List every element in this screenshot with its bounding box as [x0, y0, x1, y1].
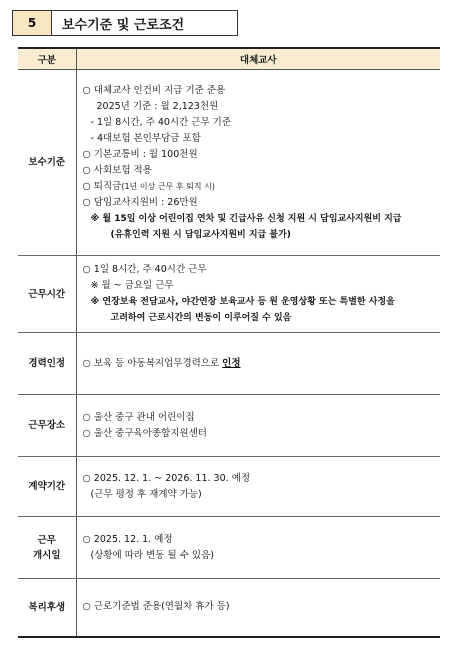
pay-note-1: ※ 월 15일 이상 어린이집 연차 및 긴급사유 신청 지원 시 담임교사지원비 지급 [90, 213, 402, 224]
column-header-substitute: 대체교사 [76, 48, 440, 70]
pay-line-8: ○ 담임교사지원비 : 26만원 [82, 196, 198, 208]
section-header [12, 10, 238, 36]
table-row-welfare [18, 579, 440, 637]
hours-note-2: 고려하여 근로시간의 변동이 이루어질 수 있음 [110, 313, 292, 323]
row-label-welfare: 복리후생 [18, 579, 76, 637]
row-label-start [18, 517, 76, 579]
row-label-start-1: 근무 [37, 534, 56, 546]
hours-line-2: ※ 월 ~ 금요일 근무 [90, 280, 174, 291]
row-content-welfare [76, 579, 440, 637]
pay-line-2: 2025년 기준 : 월 2,123천원 [96, 100, 219, 112]
section-title: 보수기준 및 근로조건 [52, 10, 238, 36]
hours-note-1: ※ 연장보육 전담교사, 야간연장 보육교사 등 원 운영상황 또는 특별한 사정을 [90, 297, 395, 307]
pay-line-1: ○ 대체교사 인건비 지급 기준 준용 [82, 84, 226, 96]
table-row-contract [18, 457, 440, 517]
section-number: 5 [12, 10, 52, 36]
pay-line-5: ○ 기본교통비 : 월 100천원 [82, 148, 198, 160]
row-content-career [76, 333, 440, 395]
column-header-category: 구분 [18, 48, 76, 70]
row-content-contract [76, 457, 440, 517]
pay-line-7-note: (1년 이상 근무 후 퇴직 시) [121, 181, 215, 191]
place-line-2: ○ 울산 중구육아종합지원센터 [82, 427, 207, 439]
row-label-contract: 계약기간 [18, 457, 76, 517]
table-row-place [18, 395, 440, 457]
row-content-pay [76, 70, 440, 256]
row-content-hours [76, 256, 440, 333]
row-label-hours: 근무시간 [18, 256, 76, 333]
row-label-place: 근무장소 [18, 395, 76, 457]
table-row-hours [18, 256, 440, 333]
pay-line-7 [83, 179, 440, 195]
start-line-2: (상황에 따라 변동 될 수 있음) [90, 549, 214, 561]
row-label-start-2: 개시일 [32, 549, 61, 561]
row-label-pay: 보수기준 [18, 70, 76, 256]
row-label-career: 경력인정 [18, 333, 76, 395]
pay-line-3: - 1일 8시간, 주 40시간 근무 기준 [90, 116, 232, 128]
career-recognized: 인정 [222, 357, 241, 369]
table-row-start [18, 517, 440, 579]
pay-line-6: ○ 사회보험 적용 [82, 164, 152, 176]
table-row-pay [18, 70, 440, 256]
start-line-1: ○ 2025. 12. 1. 예정 [82, 533, 173, 545]
pay-note-2: (유휴인력 지원 시 담임교사지원비 지급 불가) [110, 229, 291, 240]
place-line-1: ○ 울산 중구 관내 어린이집 [82, 411, 195, 423]
table-row-career [18, 333, 440, 395]
pay-line-7-main: ○ 퇴직금 [82, 180, 122, 192]
pay-line-4: - 4대보험 본인부담금 포함 [90, 132, 201, 144]
hours-line-1: ○ 1일 8시간, 주 40시간 근무 [82, 264, 207, 275]
contract-line-1: ○ 2025. 12. 1. ~ 2026. 11. 30. 예정 [82, 472, 251, 484]
row-content-place [76, 395, 440, 457]
contract-line-2: (근무 평정 후 재계약 가능) [90, 488, 202, 500]
conditions-table [18, 47, 440, 638]
welfare-line-1: ○ 근로기준법 준용(연월차 휴가 등) [82, 601, 230, 613]
career-line-1 [83, 356, 440, 372]
row-content-start [76, 517, 440, 579]
career-line-text: ○ 보육 등 아동복지업무경력으로 [82, 357, 223, 369]
table-header-row [18, 48, 440, 70]
